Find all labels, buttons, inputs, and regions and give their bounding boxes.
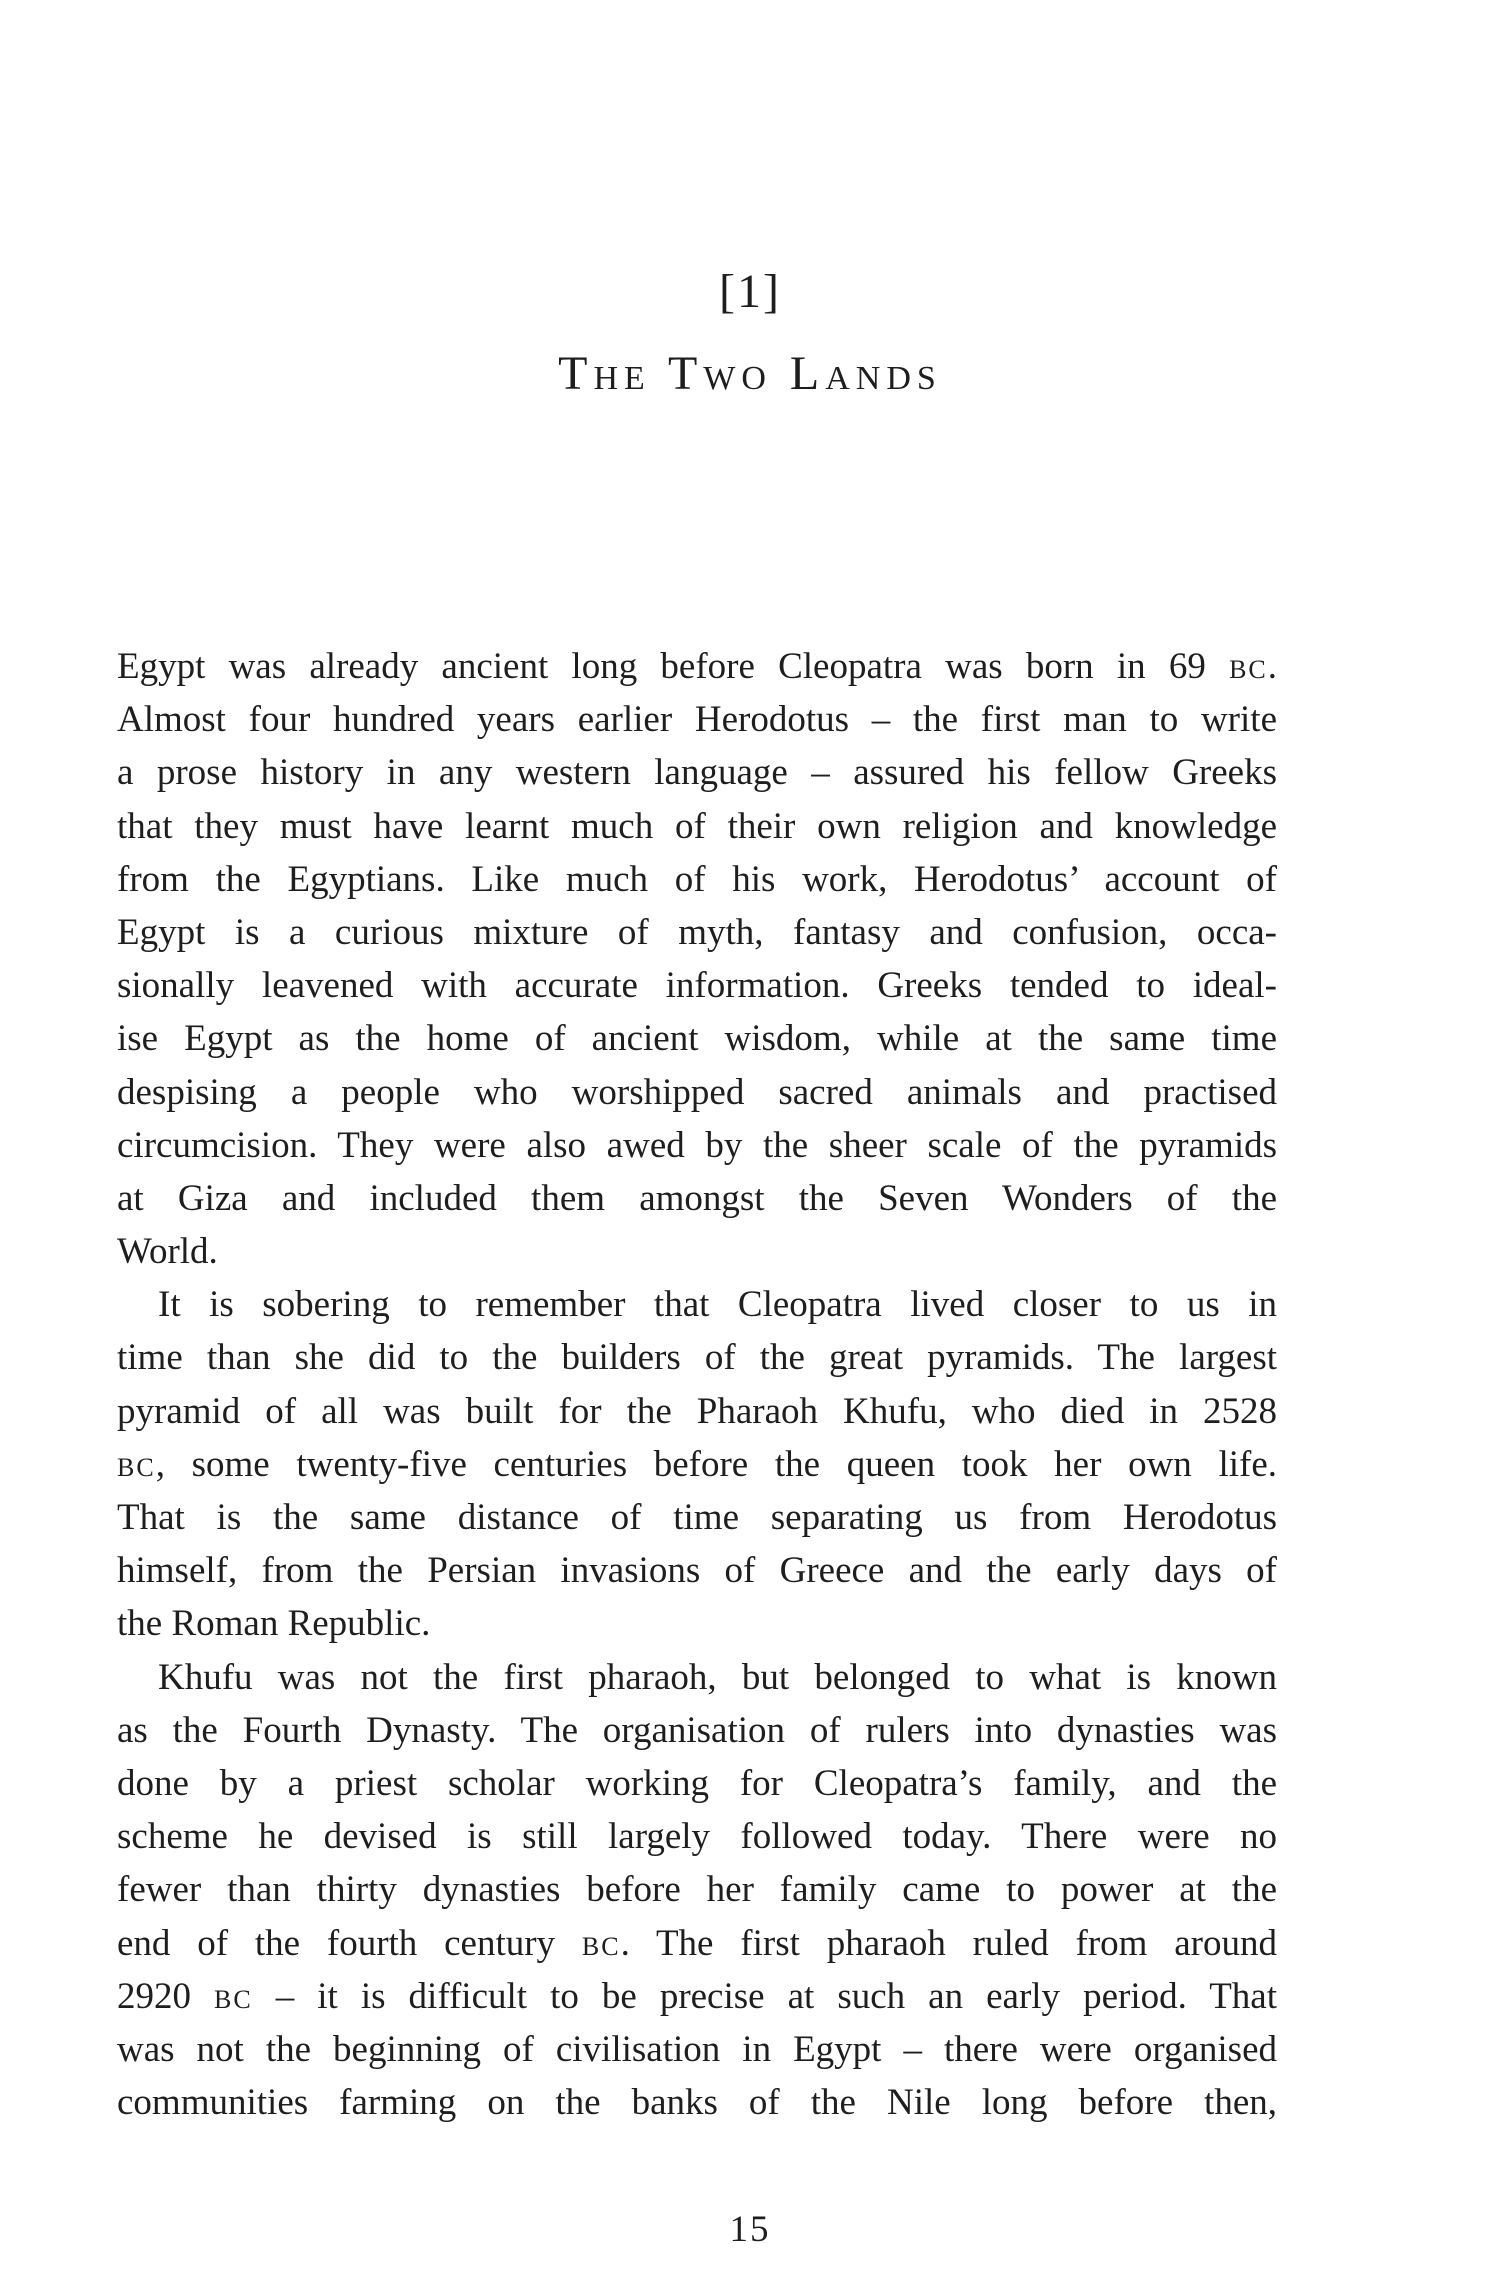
text-span: despising a people who worshipped sacred animals and practised xyxy=(117,1071,1277,1113)
text-line xyxy=(117,800,1277,853)
text-span: from the Egyptians. Like much of his work, Herodotus’ account of xyxy=(117,858,1277,900)
text-span: 2920 xyxy=(117,1975,215,2017)
text-span: Khufu was not the first pharaoh, but belonged to what is known xyxy=(158,1656,1277,1698)
text-line xyxy=(117,1863,1277,1916)
text-line xyxy=(117,1970,1277,2023)
text-line xyxy=(117,1757,1277,1810)
text-line xyxy=(117,1012,1277,1065)
body-text xyxy=(117,640,1277,2129)
text-line xyxy=(117,1331,1277,1384)
text-span: . The first pharaoh ruled from around xyxy=(620,1922,1277,1964)
era-abbreviation: bc xyxy=(214,1975,253,2017)
text-span: – it is difficult to be precise at such an early period. That xyxy=(252,1975,1277,2017)
text-line xyxy=(117,1810,1277,1863)
text-span: was not the beginning of civilisation in Egypt – there were organised xyxy=(117,2028,1277,2070)
chapter-title: The Two Lands xyxy=(558,347,942,400)
text-line xyxy=(117,1225,1277,1278)
text-span: a prose history in any western language – assured his fellow Greeks xyxy=(117,752,1277,794)
text-span: end of the fourth century xyxy=(117,1922,582,1964)
text-span: It is sobering to remember that Cleopatra lived closer to us in xyxy=(158,1284,1277,1326)
text-line xyxy=(117,746,1277,799)
chapter-number: [1] xyxy=(719,265,781,318)
text-span: time than she did to the builders of the great pyramids. The largest xyxy=(117,1337,1277,1379)
text-line xyxy=(117,1385,1277,1438)
text-span: circumcision. They were also awed by the sheer scale of the pyramids xyxy=(117,1124,1277,1166)
text-line xyxy=(117,2076,1277,2129)
text-line xyxy=(117,2023,1277,2076)
text-line xyxy=(117,693,1277,746)
text-line xyxy=(117,906,1277,959)
text-span: that they must have learnt much of their own religion and knowledge xyxy=(117,805,1277,847)
text-span: communities farming on the banks of the Nile long before then, xyxy=(117,2082,1277,2124)
page-number: 15 xyxy=(729,2209,771,2250)
text-line xyxy=(117,1704,1277,1757)
text-line xyxy=(117,1544,1277,1597)
text-line xyxy=(117,1119,1277,1172)
text-span: That is the same distance of time separating us from Herodotus xyxy=(117,1497,1277,1538)
text-span: Egypt was already ancient long before Cleopatra was born in 69 xyxy=(117,646,1230,687)
text-line xyxy=(117,1491,1277,1544)
text-span: Egypt is a curious mixture of myth, fantasy and confusion, occa- xyxy=(117,911,1277,953)
text-span: done by a priest scholar working for Cleopatra’s family, and the xyxy=(117,1762,1277,1804)
text-line xyxy=(117,1917,1277,1970)
text-span: , some twenty-five centuries before the queen took her own life. xyxy=(155,1443,1277,1485)
text-span: at Giza and included them amongst the Seven Wonders of the xyxy=(117,1177,1277,1219)
text-line xyxy=(117,853,1277,906)
text-line xyxy=(117,640,1277,693)
text-span: ise Egypt as the home of ancient wisdom, while at the same time xyxy=(117,1018,1277,1060)
text-line xyxy=(117,1438,1277,1491)
text-span: pyramid of all was built for the Pharaoh Khufu, who died in 2528 xyxy=(117,1390,1277,1432)
text-line xyxy=(117,1066,1277,1119)
text-span: Almost four hundred years earlier Herodotus – the first man to write xyxy=(117,699,1277,741)
text-span: as the Fourth Dynasty. The organisation of rulers into dynasties was xyxy=(117,1709,1277,1751)
text-line xyxy=(117,1278,1277,1331)
era-abbreviation: bc xyxy=(117,1443,156,1485)
text-line xyxy=(117,959,1277,1012)
text-span: . xyxy=(1267,646,1277,687)
text-line xyxy=(117,1651,1277,1704)
text-span: the Roman Republic. xyxy=(117,1603,431,1645)
text-line xyxy=(117,1172,1277,1225)
era-abbreviation: bc xyxy=(1229,646,1268,687)
text-span: scheme he devised is still largely followed today. There were no xyxy=(117,1816,1277,1858)
text-span: sionally leavened with accurate information. Greeks tended to ideal- xyxy=(117,965,1277,1007)
text-line xyxy=(117,1597,1277,1650)
text-span: World. xyxy=(117,1231,218,1273)
text-span: himself, from the Persian invasions of Greece and the early days of xyxy=(117,1550,1277,1592)
era-abbreviation: bc xyxy=(581,1922,621,1964)
text-span: fewer than thirty dynasties before her family came to power at the xyxy=(117,1869,1277,1911)
